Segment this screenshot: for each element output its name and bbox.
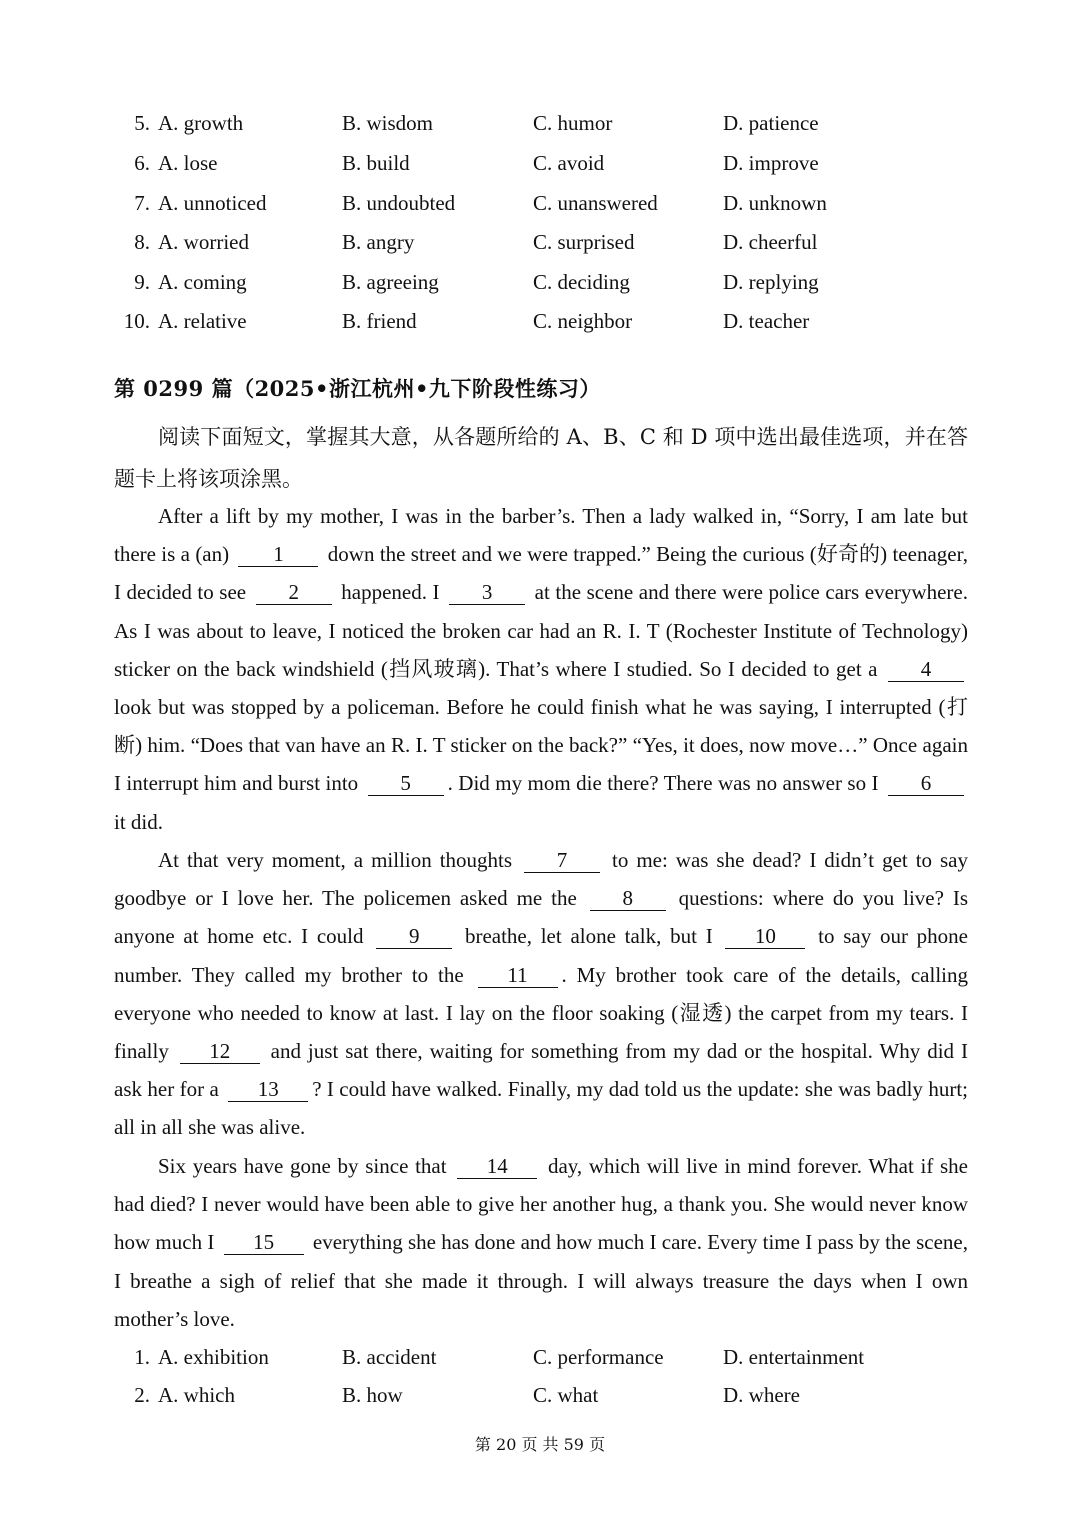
question-number: 9. xyxy=(134,270,150,294)
option-c: C. surprised xyxy=(533,230,635,254)
passage-text: day, which will live in mind forever. What if she had died? I never would have been able to give her another hug, a thank you. She would never know how much I xyxy=(114,1154,968,1255)
option-d: D. teacher xyxy=(723,309,810,333)
option-d: D. improve xyxy=(723,151,819,175)
passage-text: happened. I xyxy=(335,580,446,605)
option-c: C. unanswered xyxy=(533,191,658,215)
option-a: A. unnoticed xyxy=(158,191,267,215)
passage-text: at the scene and there were police cars everywhere. As I was about to leave, I noticed the broken car had an R. I. T (Rochester Institute of Technology) sticker on the back windshield (挡风玻璃). That’s where I studied. So I decided to get a xyxy=(114,580,968,681)
option-d: D. replying xyxy=(723,270,819,294)
option-d: D. cheerful xyxy=(723,230,818,254)
question-number: 7. xyxy=(134,191,150,215)
option-c: C. avoid xyxy=(533,151,605,175)
option-a: A. which xyxy=(158,1383,235,1407)
passage-text: down the street and we were trapped.” Being the curious (好奇的) teenager, I decided to see xyxy=(114,542,968,605)
blank-8: 8 xyxy=(590,886,666,911)
blank-10: 10 xyxy=(725,924,805,949)
option-c: C. humor xyxy=(533,111,613,135)
option-c: C. deciding xyxy=(533,270,630,294)
blank-2: 2 xyxy=(256,580,332,605)
option-b: B. undoubted xyxy=(342,191,456,215)
option-b: B. friend xyxy=(342,309,417,333)
option-a: A. lose xyxy=(158,151,218,175)
blank-7: 7 xyxy=(524,848,600,873)
question-number: 6. xyxy=(134,151,150,175)
blank-3: 3 xyxy=(449,580,525,605)
question-number: 8. xyxy=(134,230,150,254)
passage-text: . Did my mom die there? There was no answer so I xyxy=(447,771,884,796)
passage-text: . My brother took care of the details, calling everyone who needed to know at last. I lay on the floor soaking (湿透) the carpet from my tears. I finally xyxy=(114,962,969,1064)
passage-text: breathe, let alone talk, but I xyxy=(456,924,722,949)
option-b: B. build xyxy=(342,151,410,175)
option-b: B. how xyxy=(342,1383,403,1407)
passage-text: After a lift by my mother, I was in the barber’s. Then a lady walked in, “Sorry, I am late but there is a (an) xyxy=(114,504,968,567)
passage-text: ? I could have walked. Finally, my dad told us the update: she was badly hurt; all in all she was alive. xyxy=(114,1077,968,1140)
passage-text: questions: where do you live? Is anyone at home etc. I could xyxy=(114,886,968,949)
blank-12: 12 xyxy=(180,1039,260,1064)
page-number-footer: 第 20 页 共 59 页 xyxy=(474,1435,606,1454)
blank-9: 9 xyxy=(376,924,452,949)
option-b: B. agreeing xyxy=(342,270,439,294)
option-a: A. exhibition xyxy=(158,1345,269,1369)
blank-5: 5 xyxy=(368,771,444,796)
blank-15: 15 xyxy=(224,1230,304,1255)
option-a: A. growth xyxy=(158,111,244,135)
option-c: C. performance xyxy=(533,1345,664,1369)
option-a: A. relative xyxy=(158,309,247,333)
option-d: D. where xyxy=(723,1383,800,1407)
blank-4: 4 xyxy=(888,657,964,682)
passage-text: and just sat there, waiting for something from my dad or the hospital. Why did I ask her for a xyxy=(114,1039,968,1102)
blank-1: 1 xyxy=(238,542,318,567)
passage-text: it did. xyxy=(114,809,164,834)
passage-paragraph-2 xyxy=(114,841,968,1147)
passage-paragraph-1 xyxy=(114,497,968,841)
blank-13: 13 xyxy=(228,1077,308,1102)
question-number: 1. xyxy=(134,1345,150,1369)
option-a: A. coming xyxy=(158,270,247,294)
option-a: A. worried xyxy=(158,230,249,254)
option-b: B. accident xyxy=(342,1345,437,1369)
instructions: 阅读下面短文，掌握其大意，从各题所给的 A、B、C 和 D 项中选出最佳选项，并在答题卡上将该项涂黑。 xyxy=(114,425,968,491)
question-number: 5. xyxy=(134,111,150,135)
blank-6: 6 xyxy=(888,771,964,796)
passage-text: to say our phone number. They called my brother to the xyxy=(114,924,968,987)
passage-paragraph-3 xyxy=(114,1147,968,1338)
option-b: B. wisdom xyxy=(342,111,434,135)
passage-text: look but was stopped by a policeman. Before he could finish what he was saying, I interrupted (打断) him. “Does that van have an R. I. T sticker on the back?” “Yes, it does, now move…” Once again I interrupt him and burst into xyxy=(114,695,968,796)
section-heading: 第 0299 篇（2025•浙江杭州•九下阶段性练习） xyxy=(114,376,601,401)
option-d: D. unknown xyxy=(723,191,827,215)
passage-text: to me: was she dead? I didn’t get to say goodbye or I love her. The policemen asked me the xyxy=(114,848,968,911)
option-d: D. entertainment xyxy=(723,1345,865,1369)
question-number: 2. xyxy=(134,1383,150,1407)
option-c: C. what xyxy=(533,1383,599,1407)
passage-text: At that very moment, a million thoughts xyxy=(158,848,521,872)
option-d: D. patience xyxy=(723,111,819,135)
blank-14: 14 xyxy=(457,1154,537,1179)
option-b: B. angry xyxy=(342,230,415,254)
option-c: C. neighbor xyxy=(533,309,633,333)
passage-text: Six years have gone by since that xyxy=(158,1154,454,1178)
passage-text: everything she has done and how much I care. Every time I pass by the scene, I breathe a sigh of relief that she made it through. I will always treasure the days when I own mother’s love. xyxy=(114,1230,968,1331)
blank-11: 11 xyxy=(478,963,558,988)
question-number: 10. xyxy=(123,309,150,333)
